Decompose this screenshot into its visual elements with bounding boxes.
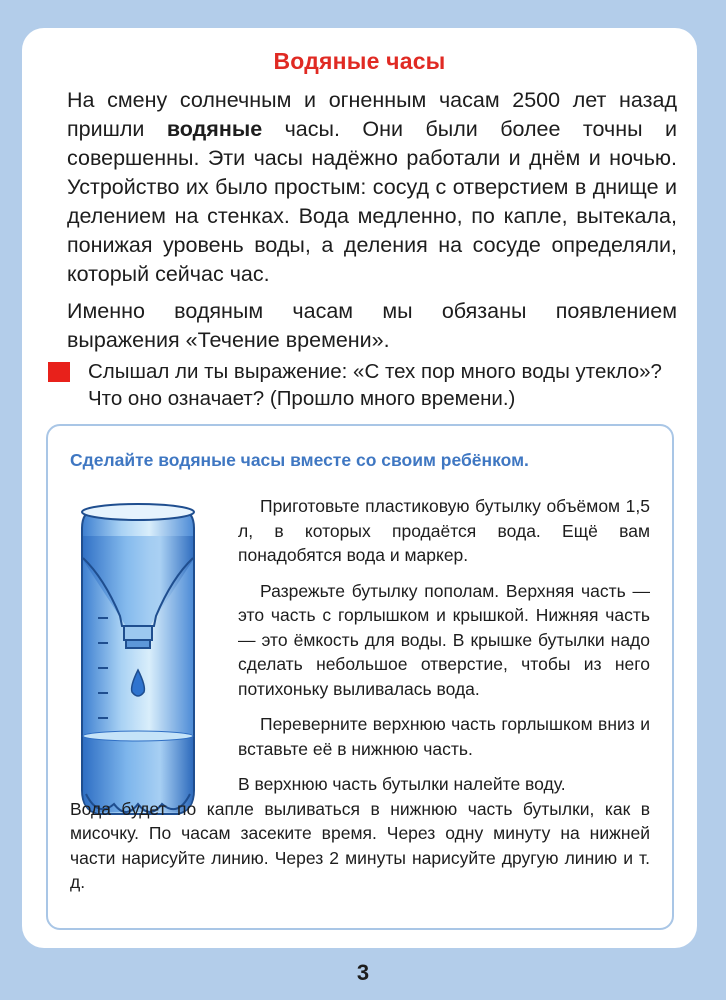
page-number: 3 — [356, 960, 370, 985]
page-title: Водяные часы — [273, 48, 446, 74]
step-3: Переверните верхнюю часть горлышком вниз и вставьте её в нижнюю часть. — [238, 714, 650, 759]
red-square-marker-icon — [48, 362, 70, 382]
step-4-first-line: В верхнюю часть бутылки налейте воду. — [238, 774, 566, 794]
page-sheet — [22, 28, 697, 948]
intro-paragraph-1 — [67, 86, 677, 289]
step-2: Разрежьте бутылку пополам. Верхняя часть — это часть с горлышком и крышкой. Нижняя часть — это ёмкость для воды. В крышке бутылки надо сделать небольшое отверстие, чтобы из него потихоньку выливалась вода. — [238, 580, 650, 699]
intro-paragraph-2: Именно водяным часам мы обязаны появлением выражения «Течение времени». — [67, 299, 677, 352]
step-1: Приготовьте пластиковую бутылку объёмом 1,5 л, в которых продаётся вода. Ещё вам понадобятся вода и маркер. — [238, 496, 650, 565]
activity-box — [46, 424, 674, 930]
question-text: Слышал ли ты выражение: «С тех пор много воды утекло»? Что оно означает? (Прошло много времени.) — [88, 360, 662, 410]
intro-text-part: часы. Они были более точны и совершенны. Эти часы надёжно работали и днём и ночью. Устройство их было простым: сосуд с отверстием в днище и делением на стенках. Вода медленно, по капле, вытекала, понижая уровень воды, а деления на сосуде определяли, который сейчас час. — [67, 117, 678, 286]
intro-text — [67, 86, 677, 355]
intro-text-part: На смену солнечным и огненным часам 2500 лет назад пришли — [67, 88, 677, 141]
step-4-rest: Вода будет по капле выливаться в нижнюю часть бутылки, как в мисочку. По часам засеките время. Через одну минуту на нижней части нарисуйте линию. Через 2 минуты нарисуйте другую линию и т. д. — [70, 798, 650, 892]
question-block — [48, 358, 688, 412]
activity-heading: Сделайте водяные часы вместе со своим ребёнком. — [70, 450, 529, 470]
instruction-steps — [70, 494, 650, 895]
step-4 — [70, 772, 650, 895]
instruction-steps-with-image — [238, 494, 650, 761]
intro-bold-word: водяные — [166, 117, 263, 141]
